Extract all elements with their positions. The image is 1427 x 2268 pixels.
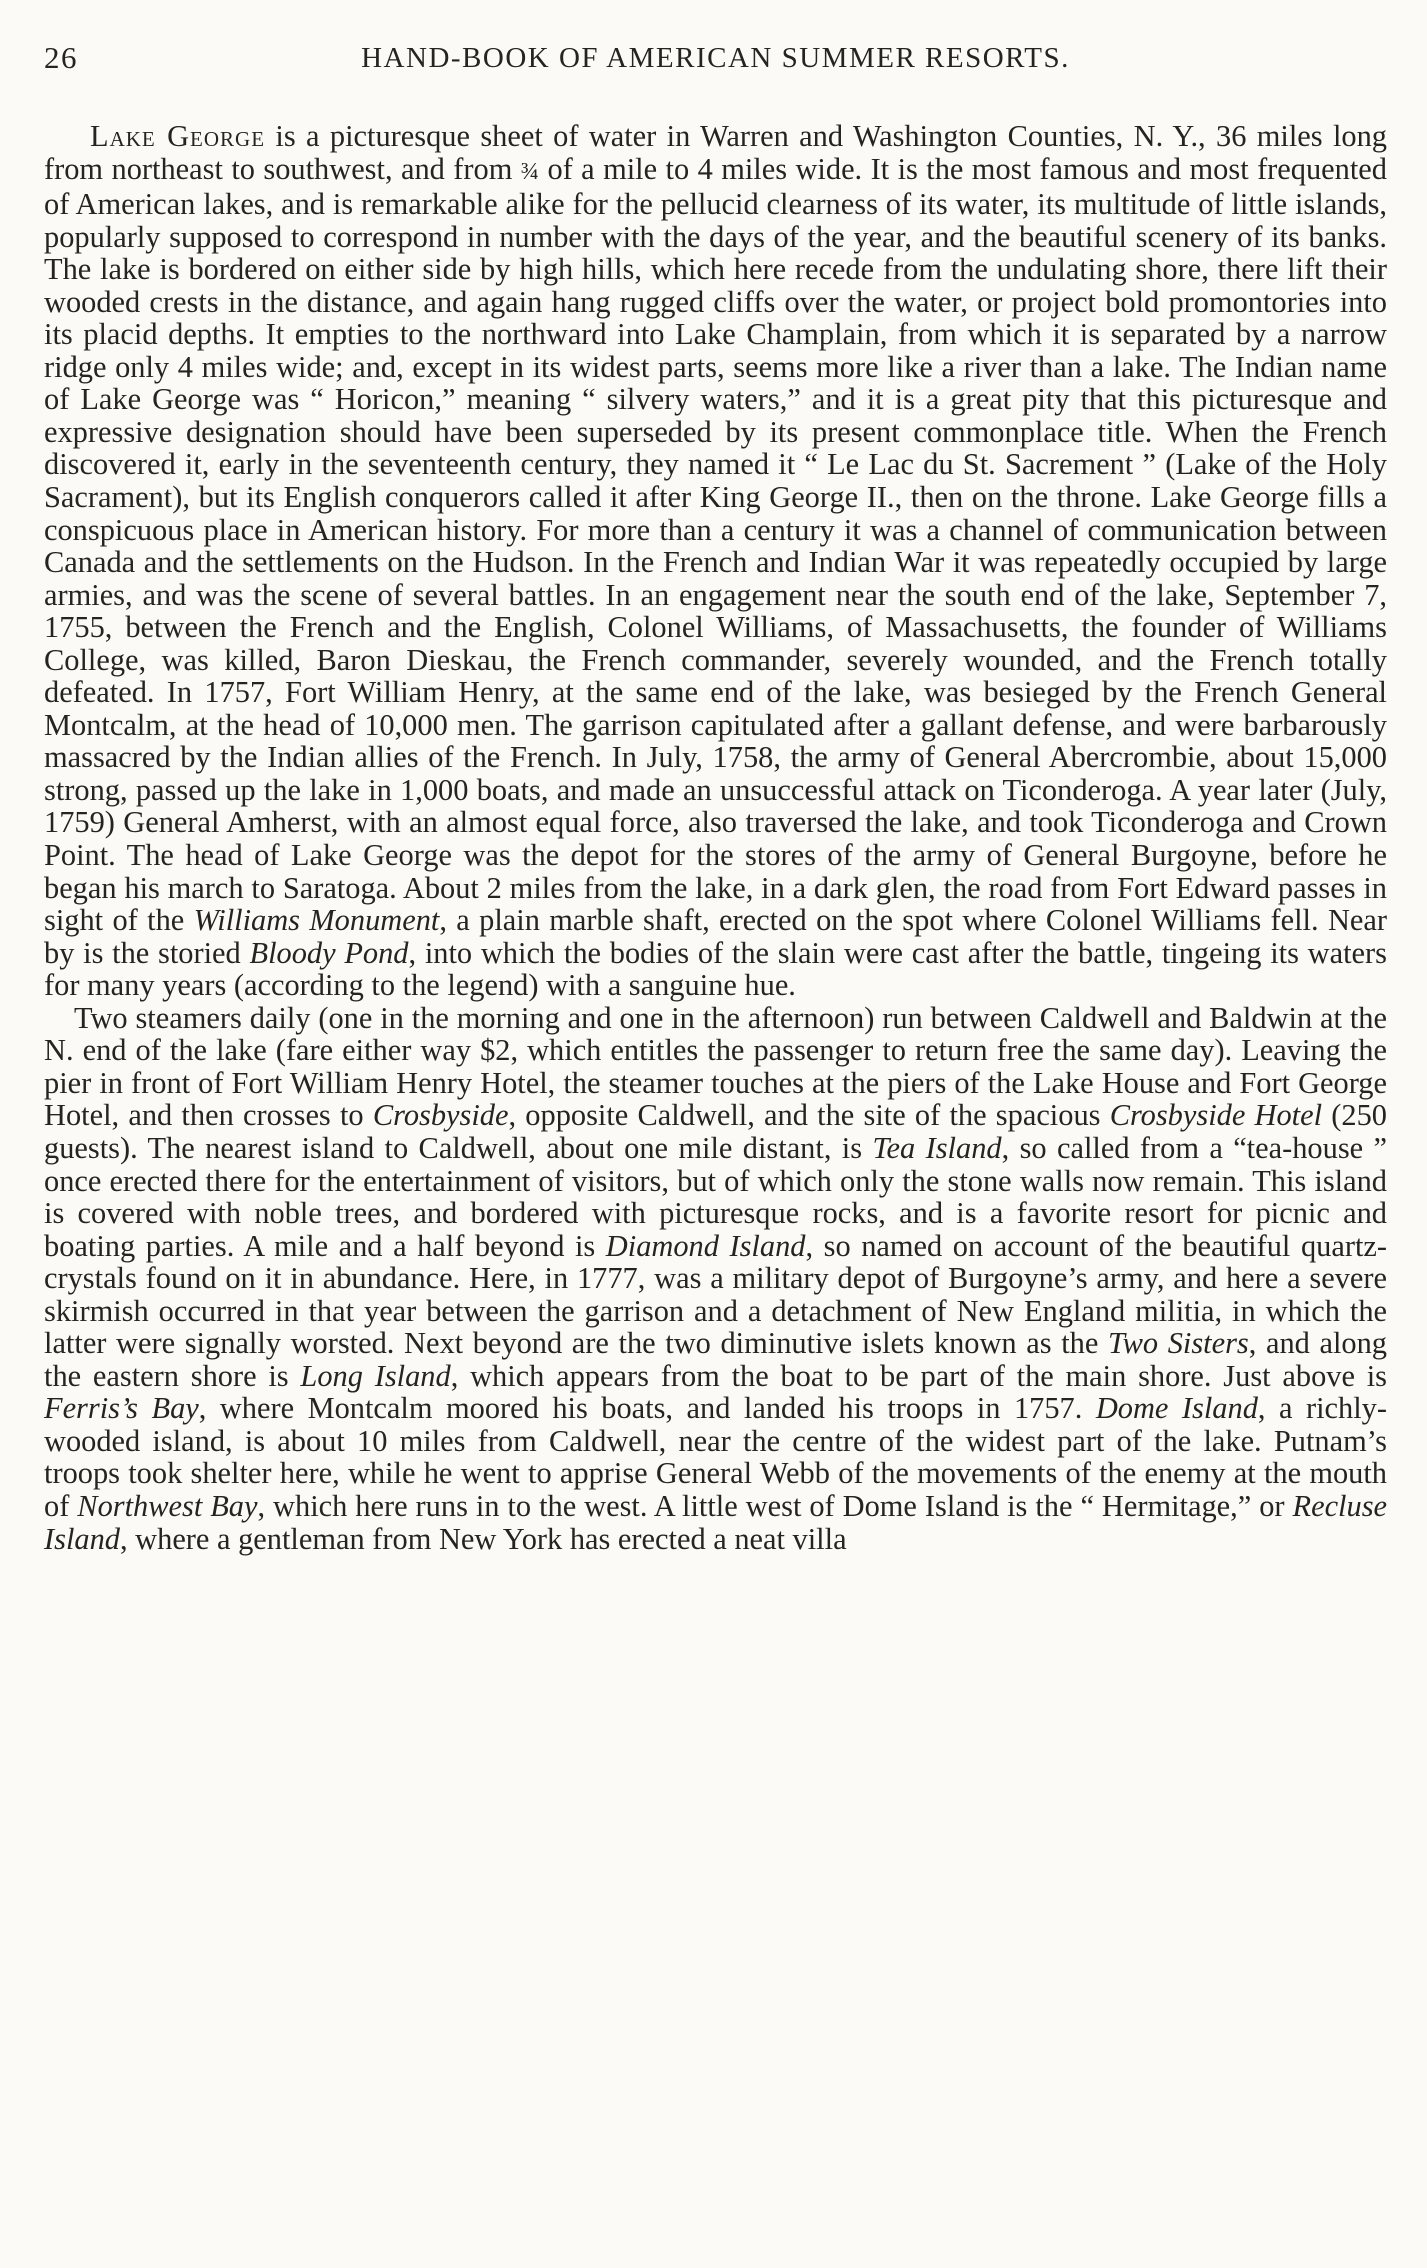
text-run: , opposite Caldwell, and the site of the spacious <box>508 1098 1110 1133</box>
place-name: Bloody Pond <box>249 935 409 970</box>
paragraph-steamer-route <box>44 1002 1387 1555</box>
body-text <box>44 120 1387 1555</box>
text-run: , a richly-wooded island, is about 10 miles from Caldwell, near the centre of the widest part of the lake. Putnam’s troops took shelter here, while he went to apprise General Webb of the movements of the enemy at the mouth of <box>44 1391 1387 1523</box>
place-name: Recluse Island <box>44 1488 1388 1556</box>
text-run: , where Montcalm moored his boats, and landed his troops in 1757. <box>198 1391 1096 1426</box>
text-run: Two steamers daily (one in the morning and one in the afternoon) run between Caldwell and Baldwin at the N. end of the lake (fare either way $2, which entitles the passenger to return free the same day). Leaving the pier in front of Fort William Henry Hotel, the steamer touches at the piers of the Lake House and Fort George Hotel, and then crosses to <box>44 1000 1387 1133</box>
place-name: Northwest Bay <box>77 1488 258 1523</box>
text-run: , where a gentleman from New York has erected a neat villa <box>119 1521 847 1556</box>
text-run: (250 guests). The nearest island to Caldwell, about one mile distant, is <box>44 1098 1387 1165</box>
place-name: Diamond Island <box>605 1228 806 1263</box>
text-run: , so named on account of the beautiful quartz-crystals found on it in abundance. Here, in 1777, was a military depot of Burgoyne’s army, and here a severe skirmish occurred in that year between the garrison and a detachment of New England militia, in which the latter were signally worsted. Next beyond are the two diminutive islets known as the <box>44 1228 1387 1361</box>
place-name: Long Island <box>300 1358 451 1393</box>
place-name: Crosbyside Hotel <box>1109 1098 1323 1133</box>
text-run: , which here runs in to the west. A little west of Dome Island is the “ Hermitage,” or <box>257 1488 1293 1523</box>
running-head <box>44 40 1387 84</box>
place-name: Two Sisters <box>1107 1326 1249 1361</box>
text-run: , and along the eastern shore is <box>44 1326 1387 1393</box>
text-run: is a picturesque sheet of water in Warren and Washington Counties, N. Y., 36 miles long from northeast to southwest, and from <box>44 119 1387 186</box>
place-name: Crosbyside <box>372 1098 509 1133</box>
book-title: HAND-BOOK OF AMERICAN SUMMER RESORTS. <box>361 42 1070 74</box>
fraction: ¾ <box>520 157 540 185</box>
book-page <box>44 40 1387 1555</box>
text-run: , so called from a “tea-house ” once erected there for the entertainment of visitors, but of which only the stone walls now remain. This island is covered with noble trees, and bordered with picturesque rocks, and is a favorite resort for picnic and boating parties. A mile and a half beyond is <box>44 1130 1387 1263</box>
lead-term: Lake George <box>90 119 266 153</box>
paragraph-lake-george-history <box>44 120 1387 1002</box>
place-name: Dome Island <box>1095 1391 1258 1426</box>
text-run: , into which the bodies of the slain were cast after the battle, tingeing its waters for many years (according to the legend) with a sanguine hue. <box>44 935 1387 1003</box>
text-run: , which appears from the boat to be part of the main shore. Just above is <box>450 1358 1388 1393</box>
place-name: Williams Monument <box>193 903 440 938</box>
text-run: of a mile to 4 miles wide. It is the most famous and most frequented of American lakes, and is remarkable alike for the pellucid clearness of its water, its multitude of little islands, popularly supposed to correspond in number with the days of the year, and the beautiful scenery of its banks. The lake is bordered on either side by high hills, which here recede from the undulating shore, there lift their wooded crests in the distance, and again hang rugged cliffs over the water, or project bold promontories into its placid depths. It empties to the northward into Lake Champlain, from which it is separated by a narrow ridge only 4 miles wide; and, except in its widest parts, seems more like a river than a lake. The Indian name of Lake George was “ Horicon,” meaning “ silvery waters,” and it is a great pity that this picturesque and expressive designation should have been superseded by its present commonplace title. When the French discovered it, early in the seventeenth century, they named it “ Le Lac du St. Sacrement ” (Lake of the Holy Sacrament), but its English conquerors called it after King George II., then on the throne. Lake George fills a conspicuous place in American history. For more than a century it was a channel of communication between Canada and the settlements on the Hudson. In the French and Indian War it was repeatedly occupied by large armies, and was the scene of several battles. In an engagement near the south end of the lake, September 7, 1755, between the French and the English, Colonel Williams, of Massachusetts, the founder of Williams College, was killed, Baron Dieskau, the French commander, severely wounded, and the French totally defeated. In 1757, Fort William Henry, at the same end of the lake, was besieged by the French General Montcalm, at the head of 10,000 men. The garrison capitulated after a gallant defense, and were barbarously massacred by the Indian allies of the French. In July, 1758, the army of General Abercrombie, about 15,000 strong, passed up the lake in 1,000 boats, and made an unsuccessful attack on Ticonderoga. A year later (July, 1759) General Amherst, with an almost equal force, also traversed the lake, and took Ticonderoga and Crown Point. The head of Lake George was the depot for the stores of the army of General Burgoyne, before he began his march to Saratoga. About 2 miles from the lake, in a dark glen, the road from Fort Edward passes in sight of the <box>44 151 1387 938</box>
text-run: , a plain marble shaft, erected on the spot where Colonel Williams fell. Near by is the storied <box>44 903 1387 970</box>
place-name: Tea Island <box>872 1130 1002 1165</box>
place-name: Ferris’s Bay <box>44 1391 199 1426</box>
page-number: 26 <box>44 40 78 75</box>
